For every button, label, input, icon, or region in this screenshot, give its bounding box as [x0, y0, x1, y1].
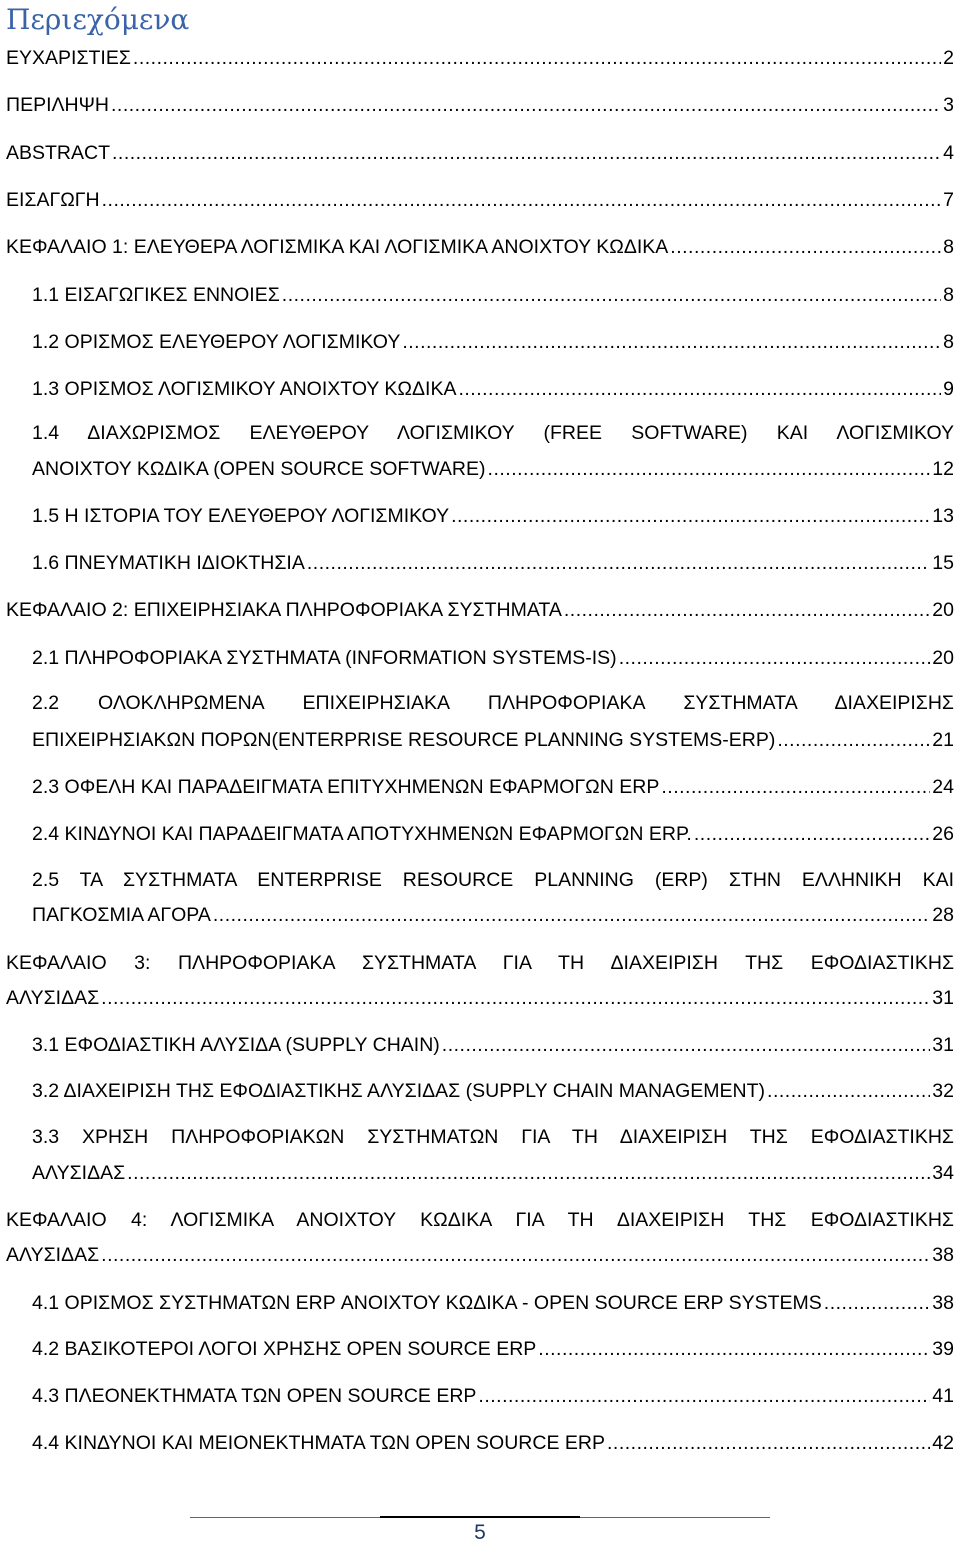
- toc-page-number: 20: [932, 599, 954, 621]
- toc-entry-text: ΕΙΣΑΓΩΓΗ: [6, 189, 100, 211]
- toc-entry-line[interactable]: [6, 950, 954, 976]
- toc-entry-text: 4.1 ΟΡΙΣΜΟΣ ΣΥΣΤΗΜΑΤΩΝ ERP ΑΝΟΙΧΤΟΥ ΚΩΔΙΚΑ - OPEN SOURCE ERP SYSTEMS: [32, 1292, 822, 1314]
- toc-page-number: 32: [932, 1080, 954, 1102]
- toc-leader-dots: [538, 1336, 930, 1362]
- toc-entry[interactable]: [6, 985, 954, 1011]
- toc-page-number: 15: [932, 552, 954, 574]
- toc-page-number: 34: [932, 1162, 954, 1184]
- toc-page-number: 31: [932, 987, 954, 1009]
- toc-leader-dots: [112, 140, 941, 166]
- toc-leader-dots: [694, 821, 930, 847]
- toc-entry[interactable]: [32, 1383, 954, 1409]
- toc-page-number: 2: [943, 47, 954, 69]
- toc-page-number: 12: [932, 458, 954, 480]
- toc-page-number: 8: [943, 331, 954, 353]
- toc-entry[interactable]: [32, 282, 954, 308]
- toc-leader-dots: [777, 727, 930, 753]
- toc-page-number: 38: [932, 1292, 954, 1314]
- toc-entry[interactable]: [32, 1032, 954, 1058]
- toc-entry-text: 4.3 ΠΛΕΟΝΕΚΤΗΜΑΤΑ ΤΩΝ OPEN SOURCE ERP: [32, 1385, 477, 1407]
- toc-entry[interactable]: [6, 45, 954, 71]
- toc-entry-text: 4.4 ΚΙΝΔΥΝΟΙ ΚΑΙ ΜΕΙΟΝΕΚΤΗΜΑΤΑ ΤΩΝ OPEN SOURCE ERP: [32, 1432, 605, 1454]
- toc-entry[interactable]: [32, 645, 954, 671]
- toc-entry[interactable]: [32, 376, 954, 402]
- toc-leader-dots: [213, 902, 930, 928]
- toc-entry[interactable]: [32, 1160, 954, 1186]
- toc-entry-text: ΕΠΙΧΕΙΡΗΣΙΑΚΩΝ ΠΟΡΩΝ(ENTERPRISE RESOURCE PLANNING SYSTEMS-ERP): [32, 729, 776, 751]
- toc-entry-text: ΠΑΓΚΟΣΜΙΑ ΑΓΟΡΑ: [32, 904, 211, 926]
- toc-entry[interactable]: [6, 92, 954, 118]
- toc-entry-text: 2.4 ΚΙΝΔΥΝΟΙ ΚΑΙ ΠΑΡΑΔΕΙΓΜΑΤΑ ΑΠΟΤΥΧΗΜΕΝΩΝ ΕΦΑΡΜΟΓΩΝ ERP.: [32, 823, 692, 845]
- toc-entry-line[interactable]: [6, 1207, 954, 1233]
- toc-entry-text: 1.1 ΕΙΣΑΓΩΓΙΚΕΣ ΕΝΝΟΙΕΣ: [32, 284, 280, 306]
- toc-entry[interactable]: [6, 1242, 954, 1268]
- toc-leader-dots: [767, 1078, 930, 1104]
- toc-page-number: 7: [943, 189, 954, 211]
- toc-entry-text: 2.5 ΤΑ ΣΥΣΤΗΜΑΤΑ ENTERPRISE RESOURCE PLANNING (ERP) ΣΤΗΝ ΕΛΛΗΝΙΚΗ ΚΑΙ: [32, 869, 954, 891]
- toc-leader-dots: [619, 645, 931, 671]
- toc-page-number: 26: [932, 823, 954, 845]
- toc-page-number: 20: [932, 647, 954, 669]
- toc-page-number: 39: [932, 1338, 954, 1360]
- toc-page-number: 8: [943, 236, 954, 258]
- toc-leader-dots: [458, 376, 941, 402]
- toc-entry-text: 2.3 ΟΦΕΛΗ ΚΑΙ ΠΑΡΑΔΕΙΓΜΑΤΑ ΕΠΙΤΥΧΗΜΕΝΩΝ ΕΦΑΡΜΟΓΩΝ ERP: [32, 776, 660, 798]
- toc-entry-line[interactable]: [32, 867, 954, 893]
- toc-entry[interactable]: [32, 1336, 954, 1362]
- toc-page-number: 8: [943, 284, 954, 306]
- toc-entry-line[interactable]: [32, 690, 954, 716]
- toc-entry-text: ABSTRACT: [6, 142, 111, 164]
- toc-entry-text: 1.5 Η ΙΣΤΟΡΙΑ ΤΟΥ ΕΛΕΥΘΕΡΟΥ ΛΟΓΙΣΜΙΚΟΥ: [32, 505, 450, 527]
- toc-entry-text: 3.2 ΔΙΑΧΕΙΡΙΣΗ ΤΗΣ ΕΦΟΔΙΑΣΤΙΚΗΣ ΑΛΥΣΙΔΑΣ (SUPPLY CHAIN MANAGEMENT): [32, 1080, 766, 1102]
- toc-leader-dots: [488, 456, 931, 482]
- toc-leader-dots: [282, 282, 941, 308]
- toc-leader-dots: [564, 597, 930, 623]
- footer-divider: [580, 1517, 770, 1518]
- toc-entry-text: ΑΝΟΙΧΤΟΥ ΚΩΔΙΚΑ (OPEN SOURCE SOFTWARE): [32, 458, 486, 480]
- toc-leader-dots: [111, 92, 941, 118]
- toc-entry-text: ΚΕΦΑΛΑΙΟ 3: ΠΛΗΡΟΦΟΡΙΑΚΑ ΣΥΣΤΗΜΑΤΑ ΓΙΑ ΤΗ ΔΙΑΧΕΙΡΙΣΗ ΤΗΣ ΕΦΟΔΙΑΣΤΙΚΗΣ: [6, 952, 954, 974]
- toc-leader-dots: [133, 45, 941, 71]
- toc-leader-dots: [307, 550, 930, 576]
- toc-leader-dots: [102, 187, 942, 213]
- toc-entry[interactable]: [6, 187, 954, 213]
- toc-entry[interactable]: [32, 329, 954, 355]
- page-title: Περιεχόμενα: [6, 3, 190, 36]
- toc-entry[interactable]: [32, 902, 954, 928]
- toc-leader-dots: [442, 1032, 931, 1058]
- toc-entry-text: ΑΛΥΣΙΔΑΣ: [32, 1162, 126, 1184]
- toc-entry[interactable]: [32, 456, 954, 482]
- toc-leader-dots: [101, 985, 930, 1011]
- toc-leader-dots: [607, 1430, 930, 1456]
- toc-entry-text: 1.3 ΟΡΙΣΜΟΣ ΛΟΓΙΣΜΙΚΟΥ ΑΝΟΙΧΤΟΥ ΚΩΔΙΚΑ: [32, 378, 457, 400]
- toc-entry[interactable]: [6, 234, 954, 260]
- toc-leader-dots: [478, 1383, 930, 1409]
- toc-leader-dots: [451, 503, 930, 529]
- footer-divider: [190, 1517, 380, 1518]
- toc-page-number: 31: [932, 1034, 954, 1056]
- toc-entry[interactable]: [32, 727, 954, 753]
- toc-entry-text: 1.4 ΔΙΑΧΩΡΙΣΜΟΣ ΕΛΕΥΘΕΡΟΥ ΛΟΓΙΣΜΙΚΟΥ (FREE SOFTWARE) ΚΑΙ ΛΟΓΙΣΜΙΚΟΥ: [32, 422, 954, 444]
- toc-entry-text: ΚΕΦΑΛΑΙΟ 1: ΕΛΕΥΘΕΡΑ ΛΟΓΙΣΜΙΚΑ ΚΑΙ ΛΟΓΙΣΜΙΚΑ ΑΝΟΙΧΤΟΥ ΚΩΔΙΚΑ: [6, 236, 669, 258]
- toc-leader-dots: [127, 1160, 930, 1186]
- toc-leader-dots: [402, 329, 941, 355]
- toc-page-number: 24: [932, 776, 954, 798]
- toc-entry[interactable]: [6, 140, 954, 166]
- toc-leader-dots: [824, 1290, 931, 1316]
- toc-entry-text: ΕΥΧΑΡΙΣΤΙΕΣ: [6, 47, 131, 69]
- toc-entry[interactable]: [32, 821, 954, 847]
- toc-entry-line[interactable]: [32, 420, 954, 446]
- toc-page-number: 4: [943, 142, 954, 164]
- toc-entry-text: ΚΕΦΑΛΑΙΟ 4: ΛΟΓΙΣΜΙΚΑ ΑΝΟΙΧΤΟΥ ΚΩΔΙΚΑ ΓΙΑ ΤΗ ΔΙΑΧΕΙΡΙΣΗ ΤΗΣ ΕΦΟΔΙΑΣΤΙΚΗΣ: [6, 1209, 954, 1231]
- toc-entry[interactable]: [32, 1430, 954, 1456]
- toc-page-number: 41: [932, 1385, 954, 1407]
- toc-entry-text: 2.2 ΟΛΟΚΛΗΡΩΜΕΝΑ ΕΠΙΧΕΙΡΗΣΙΑΚΑ ΠΛΗΡΟΦΟΡΙΑΚΑ ΣΥΣΤΗΜΑΤΑ ΔΙΑΧΕΙΡΙΣΗΣ: [32, 692, 954, 714]
- toc-entry[interactable]: [32, 774, 954, 800]
- toc-leader-dots: [661, 774, 930, 800]
- toc-page-number: 21: [932, 729, 954, 751]
- toc-entry-text: 3.3 ΧΡΗΣΗ ΠΛΗΡΟΦΟΡΙΑΚΩΝ ΣΥΣΤΗΜΑΤΩΝ ΓΙΑ ΤΗ ΔΙΑΧΕΙΡΙΣΗ ΤΗΣ ΕΦΟΔΙΑΣΤΙΚΗΣ: [32, 1126, 954, 1148]
- toc-entry-line[interactable]: [32, 1124, 954, 1150]
- toc-entry[interactable]: [32, 550, 954, 576]
- toc-page-number: 38: [932, 1244, 954, 1266]
- toc-entry-text: ΑΛΥΣΙΔΑΣ: [6, 987, 100, 1009]
- toc-entry[interactable]: [32, 1290, 954, 1316]
- toc-entry-text: ΑΛΥΣΙΔΑΣ: [6, 1244, 100, 1266]
- toc-entry-text: ΚΕΦΑΛΑΙΟ 2: ΕΠΙΧΕΙΡΗΣΙΑΚΑ ΠΛΗΡΟΦΟΡΙΑΚΑ ΣΥΣΤΗΜΑΤΑ: [6, 599, 562, 621]
- toc-page-number: 13: [932, 505, 954, 527]
- toc-entry[interactable]: [32, 1078, 954, 1104]
- toc-entry-text: 2.1 ΠΛΗΡΟΦΟΡΙΑΚΑ ΣΥΣΤΗΜΑΤΑ (INFORMATION SYSTEMS-IS): [32, 647, 617, 669]
- footer-divider: [380, 1516, 580, 1518]
- toc-page-number: 3: [943, 94, 954, 116]
- page-number: 5: [474, 1521, 486, 1544]
- toc-entry[interactable]: [6, 597, 954, 623]
- toc-page-number: 28: [932, 904, 954, 926]
- toc-page-number: 9: [943, 378, 954, 400]
- toc-leader-dots: [101, 1242, 930, 1268]
- toc-entry-text: 4.2 ΒΑΣΙΚΟΤΕΡΟΙ ΛΟΓΟΙ ΧΡΗΣΗΣ OPEN SOURCE ERP: [32, 1338, 537, 1360]
- toc-entry-text: 1.6 ΠΝΕΥΜΑΤΙΚΗ ΙΔΙΟΚΤΗΣΙΑ: [32, 552, 305, 574]
- toc-entry[interactable]: [32, 503, 954, 529]
- toc-page-number: 42: [932, 1432, 954, 1454]
- toc-entry-text: ΠΕΡΙΛΗΨΗ: [6, 94, 109, 116]
- toc-entry-text: 3.1 ΕΦΟΔΙΑΣΤΙΚΗ ΑΛΥΣΙΔΑ (SUPPLY CHAIN): [32, 1034, 440, 1056]
- toc-entry-text: 1.2 ΟΡΙΣΜΟΣ ΕΛΕΥΘΕΡΟΥ ΛΟΓΙΣΜΙΚΟΥ: [32, 331, 401, 353]
- toc-leader-dots: [670, 234, 941, 260]
